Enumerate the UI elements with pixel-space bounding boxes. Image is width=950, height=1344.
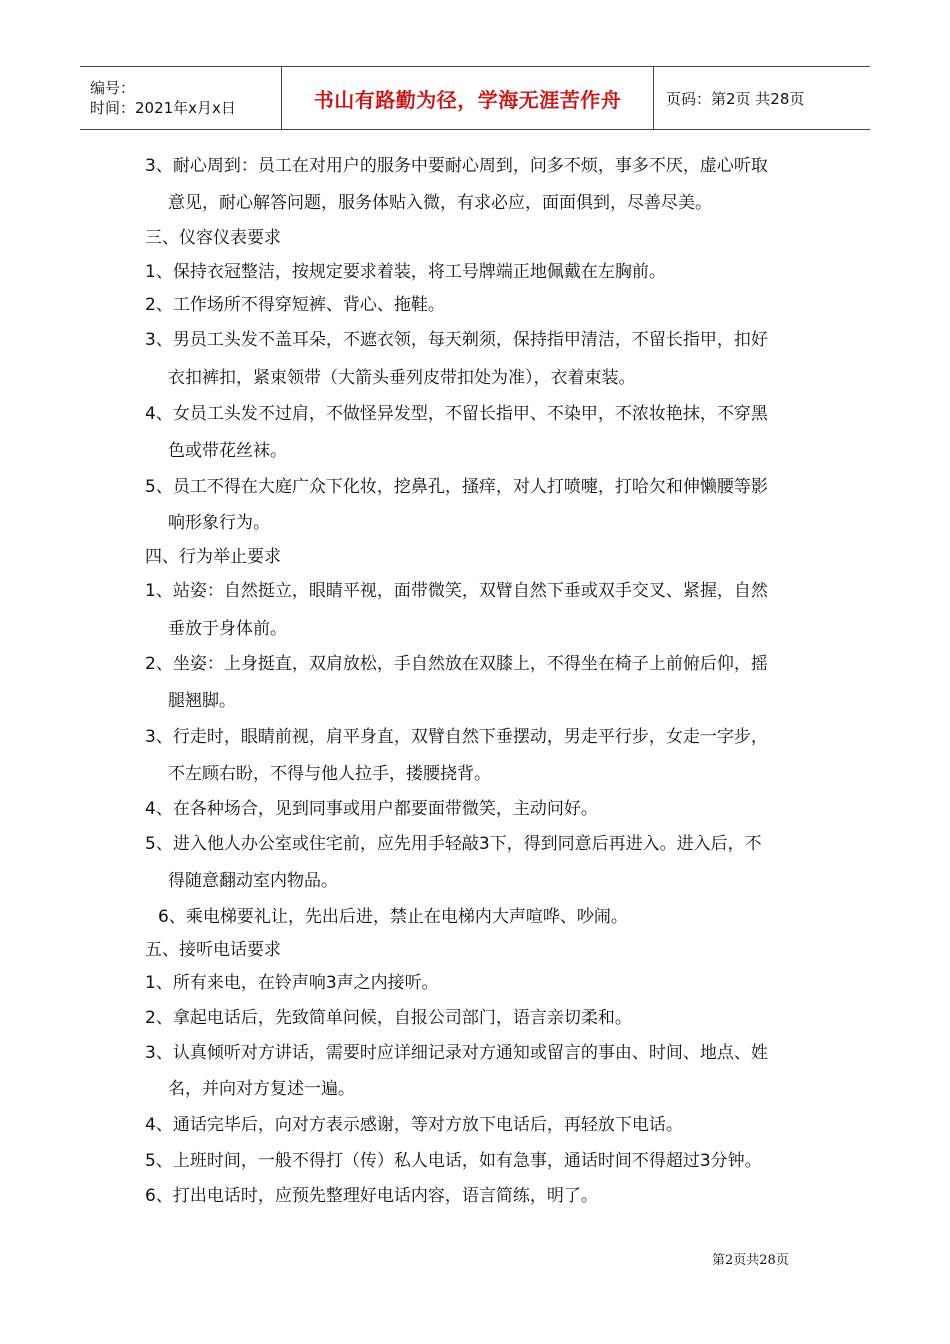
section-heading: 四、行为举止要求 [145, 547, 281, 567]
paragraph-line: 腿翘脚。 [168, 691, 236, 711]
paragraph-line: 2、拿起电话后，先致简单问候，自报公司部门，语言亲切柔和。 [145, 1008, 632, 1028]
page-header [80, 66, 870, 130]
paragraph-line: 色或带花丝袜。 [168, 441, 287, 461]
paragraph-line: 3、男员工头发不盖耳朵，不遮衣领，每天剃须，保持指甲清洁，不留长指甲，扣好 [145, 330, 768, 350]
paragraph-line: 名，并向对方复述一遍。 [168, 1079, 355, 1099]
paragraph-line: 响形象行为。 [168, 513, 270, 533]
paragraph-line: 得随意翻动室内物品。 [168, 871, 338, 891]
paragraph-line: 意见，耐心解答问题，服务体贴入微，有求必应，面面俱到，尽善尽美。 [168, 193, 712, 213]
paragraph-line: 6、打出电话时，应预先整理好电话内容，语言简练，明了。 [145, 1186, 598, 1206]
paragraph-line: 3、行走时，眼睛前视，肩平身直，双臂自然下垂摆动，男走平行步，女走一字步， [145, 727, 768, 747]
paragraph-line: 1、站姿：自然挺立，眼睛平视，面带微笑，双臂自然下垂或双手交叉、紧握，自然 [145, 581, 768, 601]
date-label: 时间：2021年x月x日 [90, 99, 236, 117]
section-heading: 五、接听电话要求 [145, 940, 281, 960]
header-page-label: 页码：第2页 共28页 [666, 89, 805, 108]
paragraph-line: 4、女员工头发不过肩，不做怪异发型，不留长指甲、不染甲，不浓妆艳抹，不穿黑 [145, 404, 768, 424]
header-motto: 书山有路勤为径，学海无涯苦作舟 [281, 67, 654, 129]
paragraph-line: 垂放于身体前。 [168, 619, 287, 639]
section-heading: 三、仪容仪表要求 [145, 228, 281, 248]
paragraph-line: 3、耐心周到：员工在对用户的服务中要耐心周到，问多不烦，事多不厌，虚心听取 [145, 156, 768, 176]
paragraph-line: 2、工作场所不得穿短裤、背心、拖鞋。 [145, 295, 445, 315]
paragraph-line: 4、通话完毕后，向对方表示感谢，等对方放下电话后，再轻放下电话。 [145, 1115, 683, 1135]
paragraph-line: 不左顾右盼，不得与他人拉手，搂腰挠背。 [168, 764, 491, 784]
paragraph-line: 2、坐姿：上身挺直，双肩放松，手自然放在双膝上，不得坐在椅子上前俯后仰，摇 [145, 654, 768, 674]
paragraph-line: 1、所有来电，在铃声响3声之内接听。 [145, 973, 439, 993]
paragraph-line: 1、保持衣冠整洁，按规定要求着装，将工号牌端正地佩戴在左胸前。 [145, 262, 666, 282]
paragraph-line: 5、进入他人办公室或住宅前，应先用手轻敲3下，得到同意后再进入。进入后，不 [145, 834, 762, 854]
paragraph-line: 6、乘电梯要礼让，先出后进，禁止在电梯内大声喧哗、吵闹。 [158, 907, 628, 927]
paragraph-line: 衣扣裤扣，紧束领带（大箭头垂列皮带扣处为准），衣着束装。 [168, 368, 636, 388]
paragraph-line: 4、在各种场合，见到同事或用户都要面带微笑，主动问好。 [145, 799, 598, 819]
paragraph-line: 3、认真倾听对方讲话，需要时应详细记录对方通知或留言的事由、时间、地点、姓 [145, 1043, 768, 1063]
paragraph-line: 5、员工不得在大庭广众下化妆，挖鼻孔，搔痒，对人打喷嚏，打哈欠和伸懒腰等影 [145, 477, 768, 497]
paragraph-line: 5、上班时间，一般不得打（传）私人电话，如有急事，通话时间不得超过3分钟。 [145, 1151, 762, 1171]
page-footer: 第2页共28页 [712, 1253, 789, 1268]
header-meta [80, 67, 281, 129]
serial-label: 编号： [90, 79, 136, 97]
